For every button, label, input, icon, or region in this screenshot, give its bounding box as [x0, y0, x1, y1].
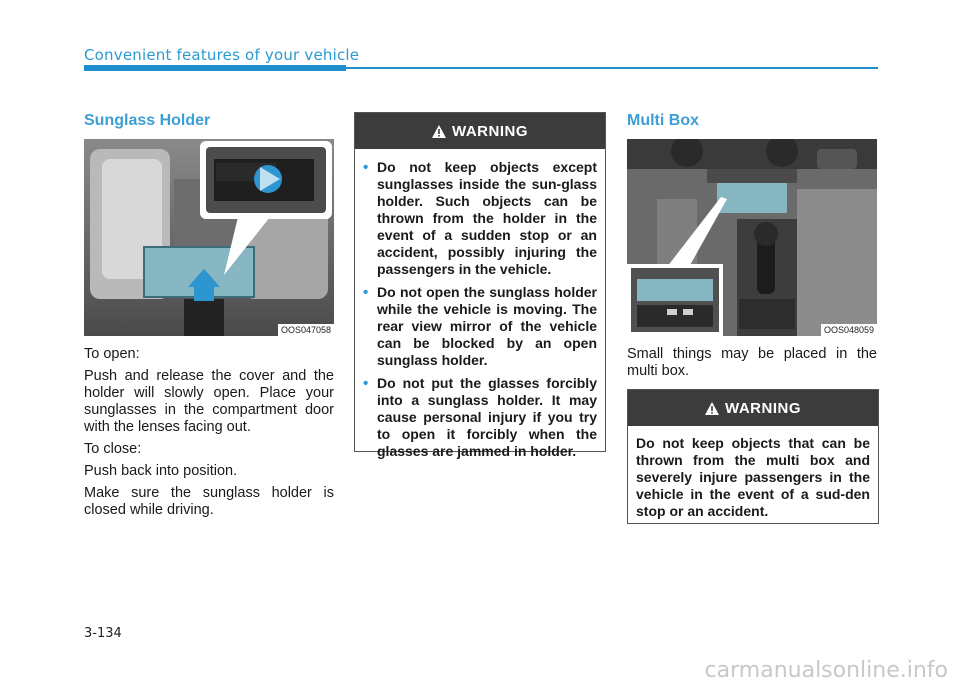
- multi-box-body: [627, 346, 877, 385]
- warning-label: WARNING: [452, 122, 528, 140]
- warning-header: [355, 113, 605, 149]
- warning-header: [628, 390, 878, 426]
- warning-item: • Do not keep objects except sunglasses inside the sun-glass holder. Such objects can be thrown from the holder in the event of a sudden stop or an accident, possibly injuring the passengers in the vehicle.: [363, 159, 597, 278]
- warning-triangle-icon: [705, 402, 719, 415]
- multi-box-title: Multi Box: [627, 112, 699, 129]
- section-header-title: Convenient features of your vehicle: [84, 46, 360, 64]
- warning-box-sunglass: [354, 112, 606, 459]
- paragraph: Make sure the sunglass holder is closed while driving.: [84, 485, 334, 518]
- paragraph: Push back into position.: [84, 463, 238, 479]
- warning-list: [355, 149, 605, 472]
- warning-box-multi-box: [627, 389, 879, 524]
- sunglass-holder-title: Sunglass Holder: [84, 112, 211, 129]
- paragraph: Push and release the cover and the holder will slowly open. Place your sunglasses in the compartment door with the lenses facing out.: [84, 368, 334, 435]
- photo-code-label: OOS047058: [278, 324, 334, 336]
- page-number: 3-134: [84, 626, 122, 641]
- warning-triangle-icon: [432, 125, 446, 138]
- warning-text: Do not keep objects that can be thrown from the multi box and severely injure passengers in the vehicle in the event of a sud-den stop or an accident.: [636, 435, 870, 519]
- paragraph: Small things may be placed in the multi box.: [627, 346, 877, 379]
- watermark: carmanualsonline.info: [704, 658, 948, 683]
- multi-box-photo: [627, 139, 877, 336]
- photo-code-label: OOS048059: [821, 324, 877, 336]
- warning-label: WARNING: [725, 399, 801, 417]
- paragraph: To close:: [84, 441, 142, 457]
- header-rule-thick: [84, 65, 346, 71]
- header-rule-thin: [346, 67, 878, 69]
- warning-item: • Do not put the glasses forcibly into a sunglass holder. It may cause personal injury if you try to open it forcibly when the glasses are jammed in holder.: [363, 375, 597, 460]
- sunglass-holder-body: [84, 346, 334, 524]
- sunglass-holder-photo: [84, 139, 334, 336]
- sunglass-holder-illustration: [84, 139, 334, 336]
- paragraph: To open:: [84, 346, 140, 362]
- warning-item: • Do not open the sunglass holder while the vehicle is moving. The rear view mirror of the vehicle can be blocked by an open sunglass holder.: [363, 284, 597, 369]
- multi-box-illustration: [627, 139, 877, 336]
